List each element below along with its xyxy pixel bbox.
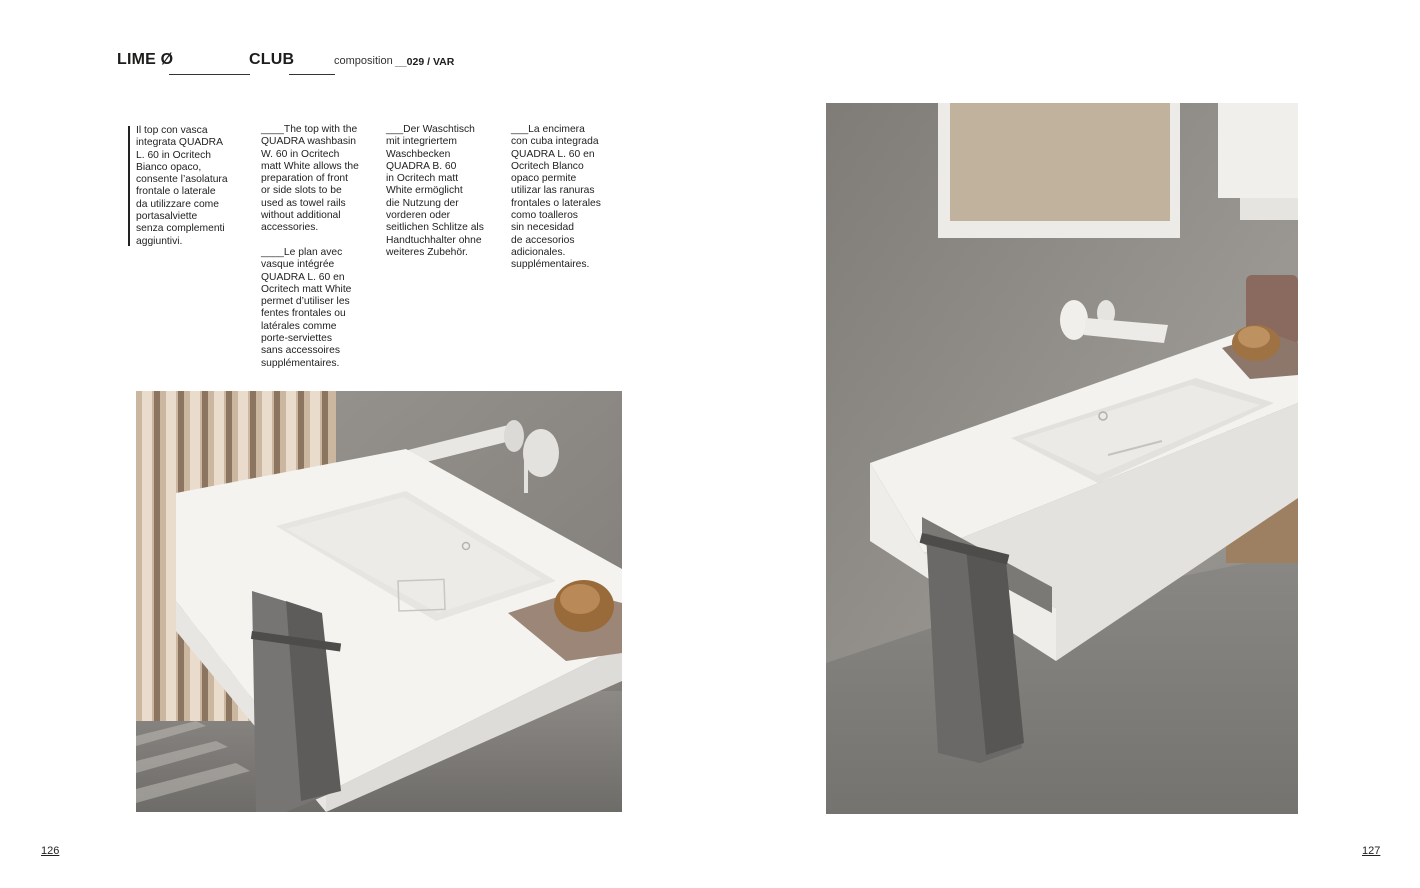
washbasin-photo-right xyxy=(826,103,1298,814)
page-number-right: 127 xyxy=(1362,845,1381,857)
brand-underline-right xyxy=(289,74,335,75)
composition-label: composition xyxy=(334,55,393,67)
washbasin-photo-left xyxy=(136,391,622,812)
composition-code: __029 / VAR xyxy=(395,56,455,68)
description-italian: Il top con vasca integrata QUADRA L. 60 in Ocritech Bianco opaco, consente l’asolatura frontale o laterale da utilizzare come portasalviette senza complementi aggiuntivi. xyxy=(136,125,228,247)
brand-lime: LIME Ø xyxy=(117,51,174,68)
description-german: ___Der Waschtisch mit integriertem Waschbecken QUADRA B. 60 in Ocritech matt White ermöglicht die Nutzung der vorderen oder seitlichen Schlitze als Handtuchhalter ohne weiteres Zubehör. xyxy=(386,124,484,258)
brand-underline-left xyxy=(169,74,250,75)
description-english: ____The top with the QUADRA washbasin W. 60 in Ocritech matt White allows the preparation of front or side slots to be used as towel rails without additional accessories. xyxy=(261,124,359,234)
page-number-left: 126 xyxy=(41,845,60,857)
column-rule xyxy=(128,126,130,246)
description-french: ____Le plan avec vasque intégrée QUADRA L. 60 en Ocritech matt White permet d’utiliser les fentes frontales ou latérales comme porte-serviettes sans accessoires supplémentaires. xyxy=(261,247,352,369)
description-spanish: ___La encimera con cuba integrada QUADRA L. 60 en Ocritech Blanco opaco permite utilizar las ranuras frontales o laterales como toalleros sin necesidad de accesorios adicionales. supplémentaires. xyxy=(511,124,601,271)
brand-club: CLUB xyxy=(249,51,295,68)
